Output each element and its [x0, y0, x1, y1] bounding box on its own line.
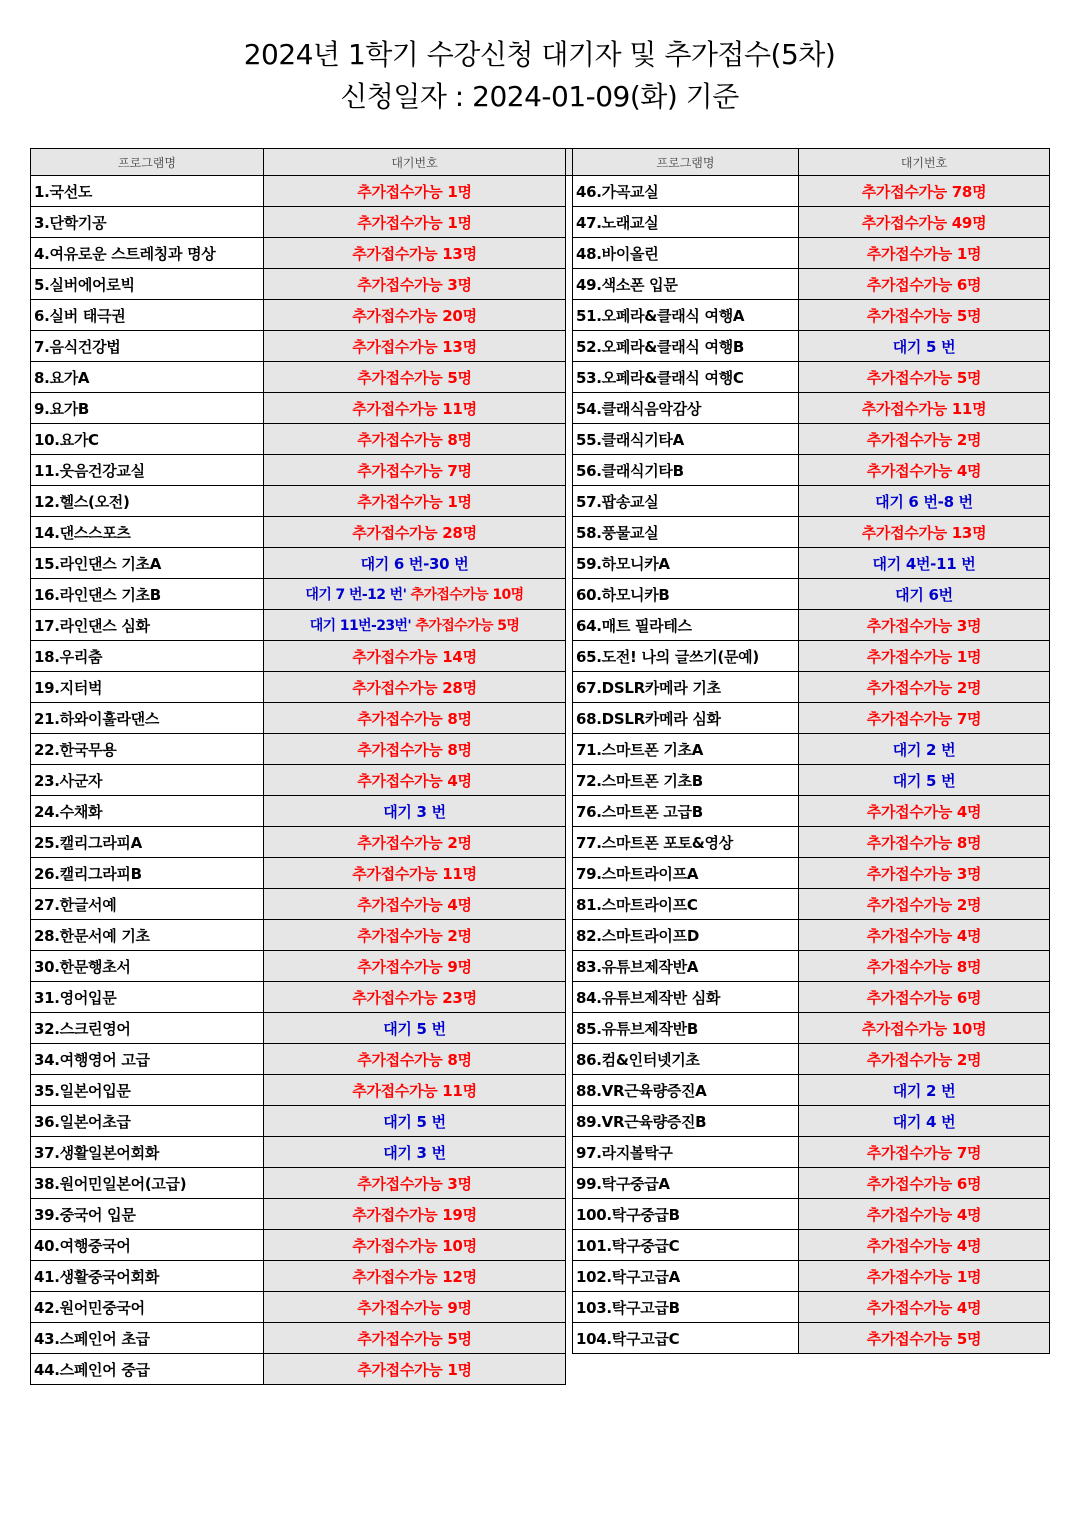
table-row — [31, 517, 1050, 548]
wait-status: 대기 5 번 — [264, 1106, 566, 1137]
program-name: 102.탁구고급A — [573, 1261, 799, 1292]
program-name: 81.스마트라이프C — [573, 889, 799, 920]
program-name: 35.일본어입문 — [31, 1075, 264, 1106]
column-gap — [566, 393, 573, 424]
program-name: 76.스마트폰 고급B — [573, 796, 799, 827]
wait-status: 대기 4 번 — [799, 1106, 1050, 1137]
program-name: 88.VR근육량증진A — [573, 1075, 799, 1106]
table-row — [31, 1199, 1050, 1230]
wait-number: 대기 11번-23번' — [309, 618, 412, 634]
column-gap — [566, 207, 573, 238]
column-gap — [566, 331, 573, 362]
wait-status: 추가접수가능 4명 — [264, 889, 566, 920]
wait-status: 대기 3 번 — [264, 796, 566, 827]
wait-status: 추가접수가능 6명 — [799, 1168, 1050, 1199]
program-name: 7.음식건강법 — [31, 331, 264, 362]
waitlist-table — [30, 148, 1050, 1385]
wait-status: 추가접수가능 1명 — [799, 1261, 1050, 1292]
column-gap — [566, 486, 573, 517]
program-name: 54.클래식음악감상 — [573, 393, 799, 424]
wait-status: 추가접수가능 28명 — [264, 672, 566, 703]
wait-status: 추가접수가능 4명 — [264, 765, 566, 796]
program-name: 101.탁구중급C — [573, 1230, 799, 1261]
column-gap — [566, 703, 573, 734]
program-name: 97.라지볼탁구 — [573, 1137, 799, 1168]
program-name: 71.스마트폰 기초A — [573, 734, 799, 765]
program-name: 28.한문서예 기초 — [31, 920, 264, 951]
column-header-wait-right: 대기번호 — [799, 149, 1050, 176]
program-name: 5.실버에어로빅 — [31, 269, 264, 300]
wait-status: 대기 5 번 — [799, 331, 1050, 362]
column-gap — [566, 1168, 573, 1199]
wait-status: 추가접수가능 2명 — [799, 1044, 1050, 1075]
table-row — [31, 889, 1050, 920]
wait-status: 추가접수가능 5명 — [264, 362, 566, 393]
column-header-wait-left: 대기번호 — [264, 149, 566, 176]
wait-status: 추가접수가능 1명 — [799, 641, 1050, 672]
wait-status: 추가접수가능 2명 — [799, 889, 1050, 920]
column-gap — [566, 424, 573, 455]
program-name: 8.요가A — [31, 362, 264, 393]
program-name: 3.단학기공 — [31, 207, 264, 238]
column-gap — [566, 1013, 573, 1044]
table-row — [31, 1323, 1050, 1354]
table-row — [31, 331, 1050, 362]
table-row — [31, 982, 1050, 1013]
wait-status: 추가접수가능 13명 — [264, 331, 566, 362]
wait-status: 추가접수가능 23명 — [264, 982, 566, 1013]
table-row — [31, 1230, 1050, 1261]
program-name: 38.원어민일본어(고급) — [31, 1168, 264, 1199]
table-row — [31, 1292, 1050, 1323]
program-name: 89.VR근육량증진B — [573, 1106, 799, 1137]
program-name: 68.DSLR카메라 심화 — [573, 703, 799, 734]
program-name: 41.생활중국어회화 — [31, 1261, 264, 1292]
program-name: 4.여유로운 스트레칭과 명상 — [31, 238, 264, 269]
program-name: 104.탁구고급C — [573, 1323, 799, 1354]
program-name: 40.여행중국어 — [31, 1230, 264, 1261]
column-gap — [566, 672, 573, 703]
program-name: 47.노래교실 — [573, 207, 799, 238]
wait-status: 추가접수가능 3명 — [799, 858, 1050, 889]
program-name: 30.한문행초서 — [31, 951, 264, 982]
program-name: 42.원어민중국어 — [31, 1292, 264, 1323]
table-row — [31, 1261, 1050, 1292]
application-date: 신청일자 : 2024-01-09(화) 기준 — [340, 80, 739, 113]
column-gap — [566, 982, 573, 1013]
table-row — [31, 1044, 1050, 1075]
program-name: 82.스마트라이프D — [573, 920, 799, 951]
program-name: 99.탁구중급A — [573, 1168, 799, 1199]
table-row — [31, 486, 1050, 517]
table-body — [31, 176, 1050, 1385]
table-row — [31, 393, 1050, 424]
wait-status: 추가접수가능 11명 — [264, 1075, 566, 1106]
wait-status: 추가접수가능 14명 — [264, 641, 566, 672]
program-name: 1.국선도 — [31, 176, 264, 207]
wait-status: 추가접수가능 4명 — [799, 796, 1050, 827]
table-row — [31, 238, 1050, 269]
table-row — [31, 796, 1050, 827]
additional-capacity: 추가접수가능 10명 — [410, 587, 524, 603]
wait-status: 추가접수가능 4명 — [799, 1199, 1050, 1230]
additional-capacity: 추가접수가능 5명 — [415, 618, 520, 634]
program-name: 31.영어입문 — [31, 982, 264, 1013]
wait-status: 추가접수가능 1명 — [799, 238, 1050, 269]
program-name: 6.실버 태극권 — [31, 300, 264, 331]
table-row — [31, 858, 1050, 889]
wait-status: 추가접수가능 6명 — [799, 269, 1050, 300]
table-row — [31, 455, 1050, 486]
table-row — [31, 951, 1050, 982]
wait-status: 추가접수가능 4명 — [799, 920, 1050, 951]
table-row — [31, 1075, 1050, 1106]
column-gap — [566, 734, 573, 765]
column-gap — [566, 1075, 573, 1106]
program-name: 39.중국어 입문 — [31, 1199, 264, 1230]
wait-status: 추가접수가능 1명 — [264, 207, 566, 238]
wait-status: 추가접수가능 9명 — [264, 1292, 566, 1323]
wait-number: 대기 7 번-12 번' — [305, 587, 407, 603]
table-row — [31, 1354, 1050, 1385]
wait-status: 추가접수가능 13명 — [264, 238, 566, 269]
program-name: 10.요가C — [31, 424, 264, 455]
wait-status: 추가접수가능 2명 — [264, 920, 566, 951]
wait-status: 대기 6번 — [799, 579, 1050, 610]
wait-status: 추가접수가능 49명 — [799, 207, 1050, 238]
table-row — [31, 269, 1050, 300]
wait-status: 추가접수가능 4명 — [799, 455, 1050, 486]
table-row — [31, 579, 1050, 610]
program-name: 60.하모니카B — [573, 579, 799, 610]
wait-status: 추가접수가능 4명 — [799, 1292, 1050, 1323]
wait-status — [264, 579, 566, 610]
empty-cell — [799, 1354, 1050, 1385]
column-gap — [566, 765, 573, 796]
program-name: 23.사군자 — [31, 765, 264, 796]
column-gap — [566, 1230, 573, 1261]
wait-status: 추가접수가능 1명 — [264, 176, 566, 207]
wait-status: 추가접수가능 78명 — [799, 176, 1050, 207]
table-row — [31, 548, 1050, 579]
wait-status: 추가접수가능 9명 — [264, 951, 566, 982]
program-name: 67.DSLR카메라 기초 — [573, 672, 799, 703]
wait-status: 대기 5 번 — [799, 765, 1050, 796]
program-name: 49.색소폰 입문 — [573, 269, 799, 300]
program-name: 59.하모니카A — [573, 548, 799, 579]
program-name: 11.웃음건강교실 — [31, 455, 264, 486]
program-name: 36.일본어초급 — [31, 1106, 264, 1137]
table-row — [31, 703, 1050, 734]
column-gap — [566, 1044, 573, 1075]
column-gap — [566, 858, 573, 889]
column-header-program-left: 프로그램명 — [31, 149, 264, 176]
column-gap — [566, 579, 573, 610]
program-name: 34.여행영어 고급 — [31, 1044, 264, 1075]
wait-status: 추가접수가능 10명 — [799, 1013, 1050, 1044]
table-row — [31, 300, 1050, 331]
wait-status: 추가접수가능 5명 — [799, 362, 1050, 393]
program-name: 9.요가B — [31, 393, 264, 424]
column-gap — [566, 920, 573, 951]
wait-status: 대기 6 번-30 번 — [264, 548, 566, 579]
column-gap — [566, 269, 573, 300]
wait-status: 추가접수가능 20명 — [264, 300, 566, 331]
program-name: 57.팝송교실 — [573, 486, 799, 517]
program-name: 85.유튜브제작반B — [573, 1013, 799, 1044]
program-name: 21.하와이훌라댄스 — [31, 703, 264, 734]
program-name: 55.클래식기타A — [573, 424, 799, 455]
program-name: 58.풍물교실 — [573, 517, 799, 548]
wait-status: 추가접수가능 11명 — [264, 393, 566, 424]
column-gap — [566, 610, 573, 641]
table-row — [31, 920, 1050, 951]
wait-status: 추가접수가능 8명 — [799, 951, 1050, 982]
program-name: 27.한글서예 — [31, 889, 264, 920]
table-row — [31, 672, 1050, 703]
wait-status: 추가접수가능 7명 — [799, 1137, 1050, 1168]
program-name: 86.컴&인터넷기초 — [573, 1044, 799, 1075]
column-gap — [566, 362, 573, 393]
column-gap — [566, 1106, 573, 1137]
column-gap — [566, 1199, 573, 1230]
table-row — [31, 207, 1050, 238]
program-name: 48.바이올린 — [573, 238, 799, 269]
wait-status: 추가접수가능 5명 — [799, 1323, 1050, 1354]
wait-status: 추가접수가능 7명 — [799, 703, 1050, 734]
column-gap — [566, 1292, 573, 1323]
wait-status: 추가접수가능 1명 — [264, 486, 566, 517]
wait-status: 추가접수가능 1명 — [264, 1354, 566, 1385]
wait-status: 추가접수가능 19명 — [264, 1199, 566, 1230]
wait-status: 대기 2 번 — [799, 1075, 1050, 1106]
table-row — [31, 1137, 1050, 1168]
wait-status: 추가접수가능 3명 — [264, 269, 566, 300]
program-name: 77.스마트폰 포토&영상 — [573, 827, 799, 858]
column-gap — [566, 951, 573, 982]
program-name: 64.매트 필라테스 — [573, 610, 799, 641]
program-name: 103.탁구고급B — [573, 1292, 799, 1323]
wait-status: 대기 5 번 — [264, 1013, 566, 1044]
column-gap — [566, 1261, 573, 1292]
table-row — [31, 765, 1050, 796]
wait-status: 대기 4번-11 번 — [799, 548, 1050, 579]
program-name: 12.헬스(오전) — [31, 486, 264, 517]
program-name: 43.스페인어 초급 — [31, 1323, 264, 1354]
wait-status: 추가접수가능 8명 — [799, 827, 1050, 858]
document-title: 2024년 1학기 수강신청 대기자 및 추가접수(5차) — [243, 38, 836, 71]
program-name: 19.지터벅 — [31, 672, 264, 703]
wait-status: 추가접수가능 4명 — [799, 1230, 1050, 1261]
wait-status: 추가접수가능 2명 — [799, 672, 1050, 703]
table-header-row — [31, 149, 1050, 176]
wait-status: 추가접수가능 7명 — [264, 455, 566, 486]
wait-status: 대기 2 번 — [799, 734, 1050, 765]
program-name: 65.도전! 나의 글쓰기(문예) — [573, 641, 799, 672]
program-name: 44.스페인어 중급 — [31, 1354, 264, 1385]
wait-status: 추가접수가능 8명 — [264, 703, 566, 734]
program-name: 79.스마트라이프A — [573, 858, 799, 889]
program-name: 22.한국무용 — [31, 734, 264, 765]
table-row — [31, 641, 1050, 672]
wait-status: 추가접수가능 8명 — [264, 734, 566, 765]
wait-status: 추가접수가능 12명 — [264, 1261, 566, 1292]
table-row — [31, 610, 1050, 641]
program-name: 56.클래식기타B — [573, 455, 799, 486]
wait-status: 추가접수가능 2명 — [264, 827, 566, 858]
table-row — [31, 1168, 1050, 1199]
column-gap — [566, 1323, 573, 1354]
wait-status: 대기 3 번 — [264, 1137, 566, 1168]
table-row — [31, 1013, 1050, 1044]
wait-status: 추가접수가능 11명 — [264, 858, 566, 889]
column-gap — [566, 1354, 573, 1385]
column-gap — [566, 517, 573, 548]
column-header-program-right: 프로그램명 — [573, 149, 799, 176]
wait-status: 추가접수가능 11명 — [799, 393, 1050, 424]
column-gap — [566, 889, 573, 920]
wait-status: 추가접수가능 2명 — [799, 424, 1050, 455]
program-name: 26.캘리그라피B — [31, 858, 264, 889]
wait-status: 추가접수가능 3명 — [264, 1168, 566, 1199]
column-gap — [566, 300, 573, 331]
program-name: 15.라인댄스 기초A — [31, 548, 264, 579]
program-name: 32.스크린영어 — [31, 1013, 264, 1044]
column-gap — [566, 149, 573, 176]
wait-status: 추가접수가능 8명 — [264, 1044, 566, 1075]
program-name: 52.오페라&클래식 여행B — [573, 331, 799, 362]
wait-status: 추가접수가능 5명 — [799, 300, 1050, 331]
program-name: 18.우리춤 — [31, 641, 264, 672]
program-name: 83.유튜브제작반A — [573, 951, 799, 982]
table-row — [31, 176, 1050, 207]
wait-status: 추가접수가능 6명 — [799, 982, 1050, 1013]
program-name: 72.스마트폰 기초B — [573, 765, 799, 796]
wait-status: 대기 6 번-8 번 — [799, 486, 1050, 517]
waitlist-table-wrap — [30, 148, 1050, 1385]
table-row — [31, 827, 1050, 858]
wait-status: 추가접수가능 8명 — [264, 424, 566, 455]
program-name: 37.생활일본어회화 — [31, 1137, 264, 1168]
column-gap — [566, 176, 573, 207]
column-gap — [566, 455, 573, 486]
table-row — [31, 362, 1050, 393]
column-gap — [566, 238, 573, 269]
table-row — [31, 424, 1050, 455]
document-header — [0, 34, 1079, 118]
program-name: 46.가곡교실 — [573, 176, 799, 207]
program-name: 84.유튜브제작반 심화 — [573, 982, 799, 1013]
program-name: 51.오페라&클래식 여행A — [573, 300, 799, 331]
program-name: 100.탁구중급B — [573, 1199, 799, 1230]
empty-cell — [573, 1354, 799, 1385]
program-name: 14.댄스스포츠 — [31, 517, 264, 548]
program-name: 53.오페라&클래식 여행C — [573, 362, 799, 393]
column-gap — [566, 796, 573, 827]
table-row — [31, 1106, 1050, 1137]
program-name: 16.라인댄스 기초B — [31, 579, 264, 610]
table-row — [31, 734, 1050, 765]
column-gap — [566, 641, 573, 672]
wait-status: 추가접수가능 3명 — [799, 610, 1050, 641]
wait-status: 추가접수가능 10명 — [264, 1230, 566, 1261]
program-name: 17.라인댄스 심화 — [31, 610, 264, 641]
program-name: 25.캘리그라피A — [31, 827, 264, 858]
column-gap — [566, 548, 573, 579]
wait-status — [264, 610, 566, 641]
wait-status: 추가접수가능 28명 — [264, 517, 566, 548]
program-name: 24.수채화 — [31, 796, 264, 827]
wait-status: 추가접수가능 13명 — [799, 517, 1050, 548]
column-gap — [566, 827, 573, 858]
column-gap — [566, 1137, 573, 1168]
wait-status: 추가접수가능 5명 — [264, 1323, 566, 1354]
